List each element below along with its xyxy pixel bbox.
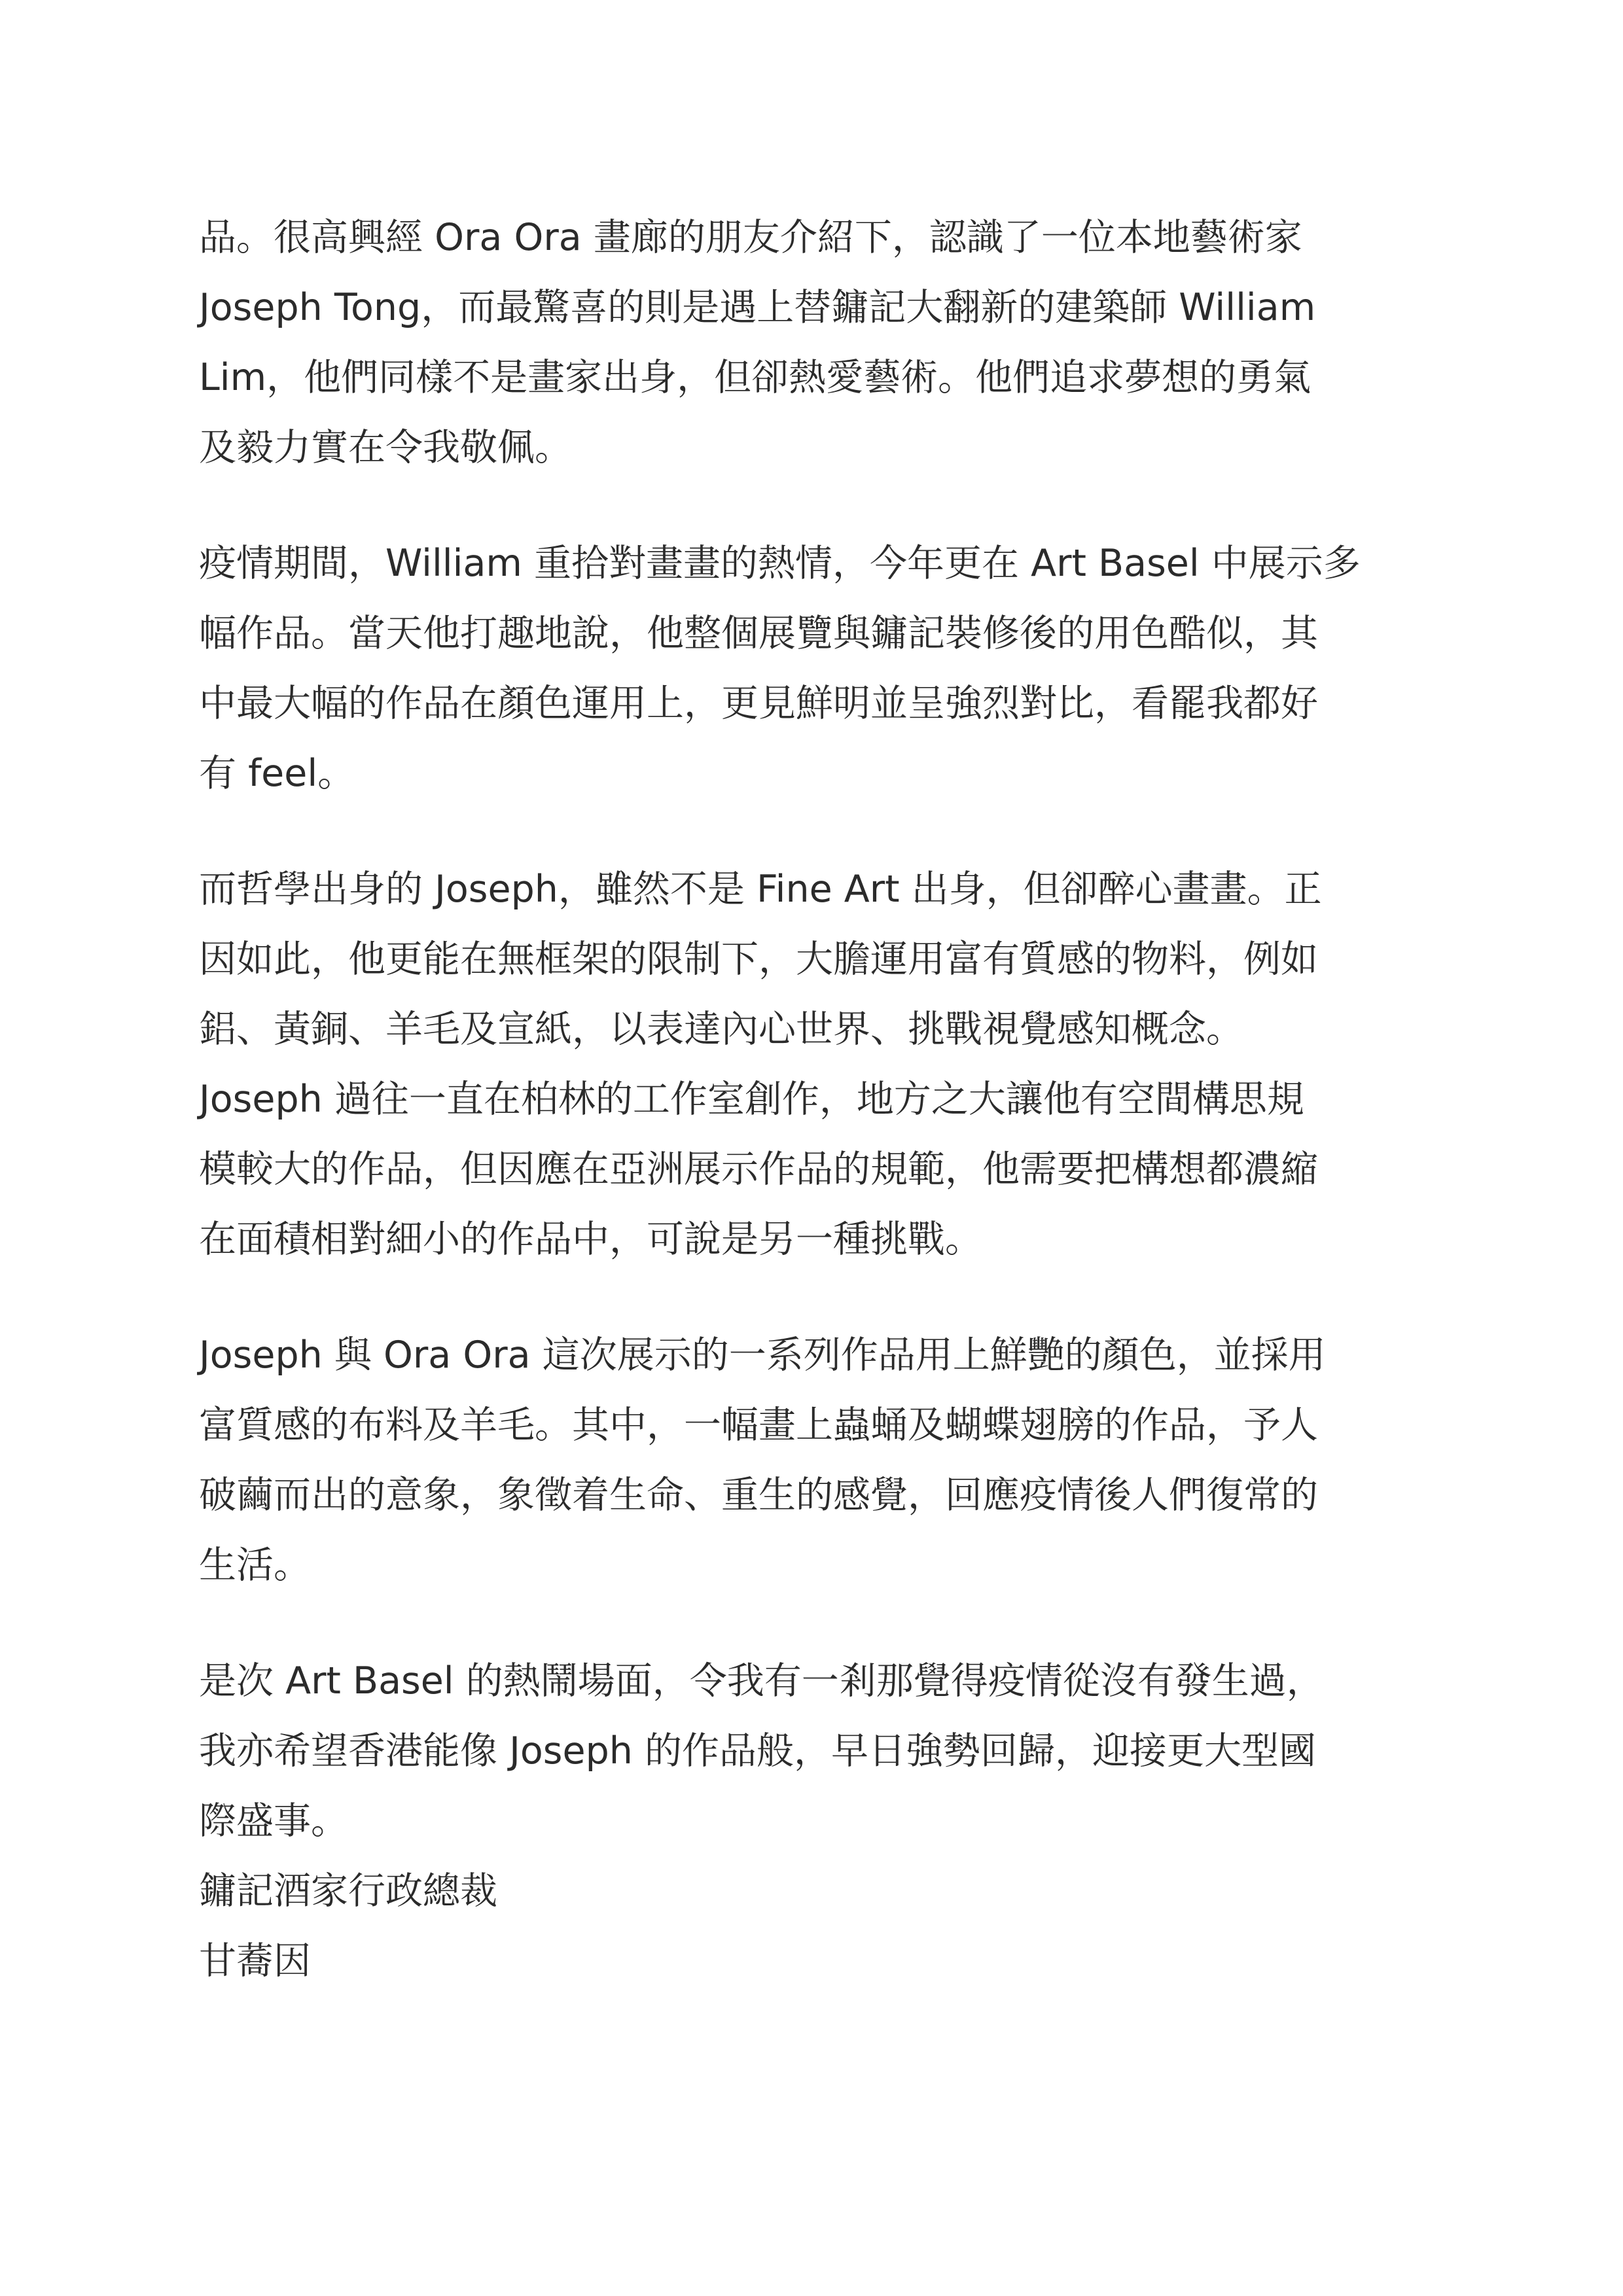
paragraph-line: Joseph 與 Ora Ora 這次展示的一系列作品用上鮮艷的顏色，並採用 (199, 1333, 1326, 1377)
signature-title: 鏞記酒家行政總裁 (199, 1869, 497, 1913)
paragraph-line: 中最大幅的作品在顏色運用上，更見鮮明並呈強烈對比，看罷我都好 (199, 682, 1318, 725)
paragraph-5 (199, 1646, 1442, 1996)
paragraph-3 (199, 855, 1442, 1275)
paragraph-line: Joseph Tong，而最驚喜的則是遇上替鏞記大翻新的建築師 William (199, 286, 1316, 329)
paragraph-line: 疫情期間，William 重拾對畫畫的熱情，今年更在 Art Basel 中展示多 (199, 542, 1361, 585)
paragraph-line: 生活。 (199, 1544, 311, 1587)
paragraph-line: 幅作品。當天他打趣地說，他整個展覽與鏞記裝修後的用色酷似，其 (199, 612, 1318, 655)
paragraph-line: 因如此，他更能在無框架的限制下，大膽運用富有質感的物料，例如 (199, 938, 1318, 981)
paragraph-4 (199, 1320, 1442, 1600)
paragraph-line: 際盛事。 (199, 1799, 348, 1843)
paragraph-line: 而哲學出身的 Joseph，雖然不是 Fine Art 出身，但卻醉心畫畫。正 (199, 868, 1322, 911)
paragraph-line: 有 feel。 (199, 752, 355, 795)
paragraph-line: 富質感的布料及羊毛。其中，一幅畫上蟲蛹及蝴蝶翅膀的作品，予人 (199, 1404, 1318, 1447)
paragraph-line: 破繭而出的意象，象徵着生命、重生的感覺，回應疫情後人們復常的 (199, 1474, 1318, 1517)
paragraph-line: Lim，他們同樣不是畫家出身，但卻熱愛藝術。他們追求夢想的勇氣 (199, 356, 1311, 399)
paragraph-1 (199, 203, 1442, 483)
signature-name: 甘蕎因 (199, 1939, 311, 1983)
paragraph-2 (199, 529, 1442, 809)
paragraph-line: 鋁、黃銅、羊毛及宣紙，以表達內心世界、挑戰視覺感知概念。 (199, 1008, 1243, 1051)
paragraph-line: 及毅力實在令我敬佩。 (199, 426, 572, 469)
paragraph-line: 模較大的作品，但因應在亞洲展示作品的規範，他需要把構想都濃縮 (199, 1148, 1318, 1191)
paragraph-line: 品。很高興經 Ora Ora 畫廊的朋友介紹下，認識了一位本地藝術家 (199, 216, 1302, 259)
paragraph-line: 在面積相對細小的作品中，可說是另一種挑戰。 (199, 1218, 982, 1261)
paragraph-line: 我亦希望香港能像 Joseph 的作品般，早日強勢回歸，迎接更大型國 (199, 1729, 1316, 1773)
paragraph-line: 是次 Art Basel 的熱鬧場面，令我有一剎那覺得疫情從沒有發生過， (199, 1659, 1324, 1703)
article-body (199, 203, 1442, 1996)
paragraph-line: Joseph 過往一直在柏林的工作室創作，地方之大讓他有空間構思規 (199, 1078, 1304, 1121)
